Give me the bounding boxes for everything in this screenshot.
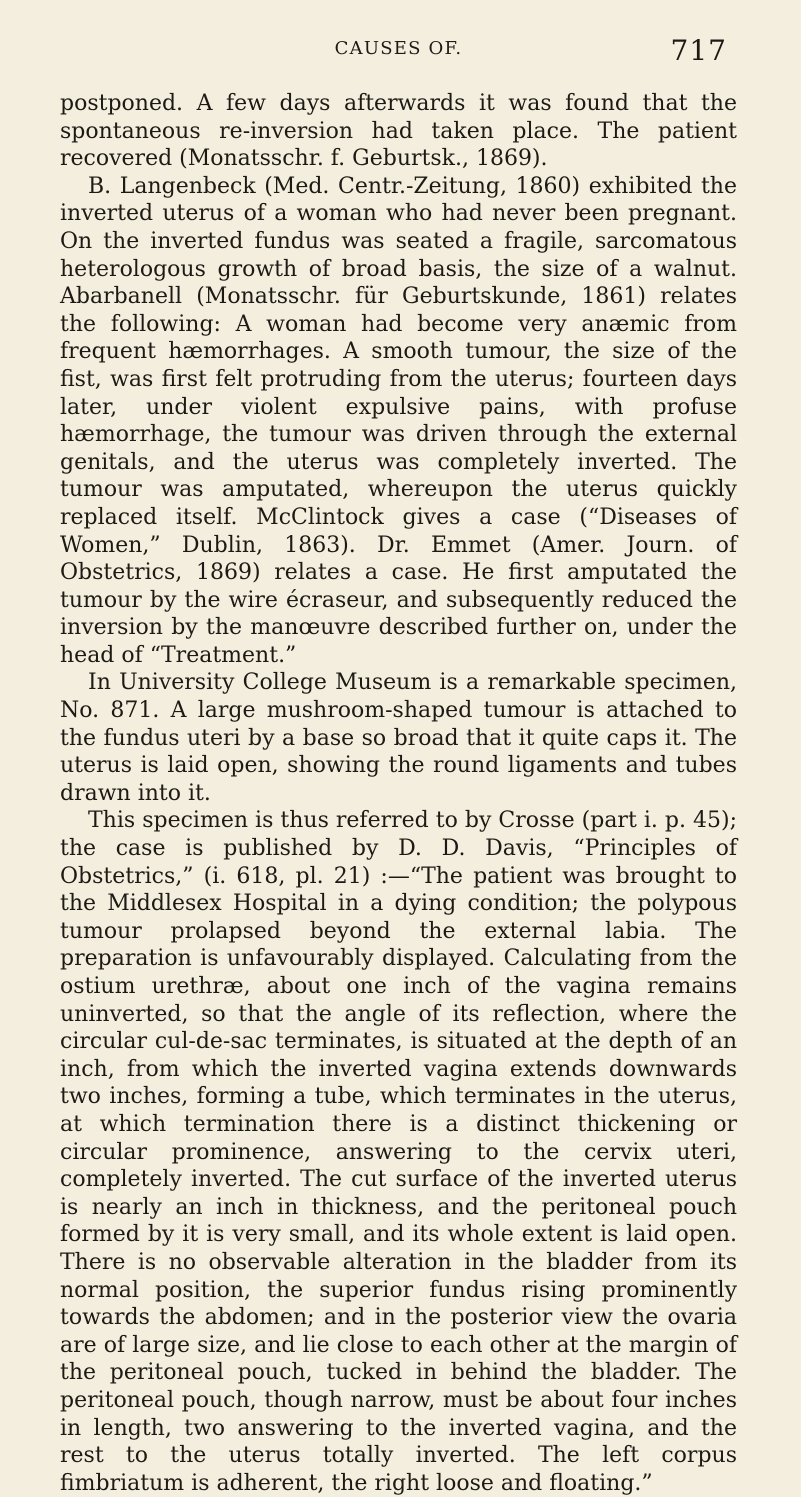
- running-head: CAUSES OF.: [334, 38, 463, 59]
- paragraph-2: B. Langenbeck (Med. Centr.-Zeitung, 1860) exhibited the inverted uterus of a woman who had never been pregnant. On the inverted fundus was seated a fragile, sarcomatous heterologous growth of broad basis, the size of a walnut. Abarbanell (Monatsschr. für Geburtskunde, 1861) relates the following: A woman had become very anæmic from frequent hæmorrhages. A smooth tumour, the size of the fist, was first felt protruding from the uterus; fourteen days later, under violent expulsive pains, with profuse hæmorrhage, the tumour was driven through the external genitals, and the uterus was completely inverted. The tumour was amputated, whereupon the uterus quickly replaced itself. McClintock gives a case (“Diseases of Women,” Dublin, 1863). Dr. Emmet (Amer. Journ. of Obstetrics, 1869) relates a case. He first amputated the tumour by the wire écraseur, and subsequently reduced the inversion by the manœuvre described further on, under the head of “Treatment.”: [60, 173, 737, 668]
- body-text: [60, 90, 737, 1497]
- paragraph-4: This specimen is thus referred to by Crosse (part i. p. 45); the case is published by D. D. Davis, “Principles of Obstetrics,” (i. 618, pl. 21) :—“The patient was brought to the Middlesex Hospital in a dying condition; the polypous tumour prolapsed beyond the external labia. The preparation is unfavourably displayed. Calculating from the ostium urethræ, about one inch of the vagina remains uninverted, so that the angle of its reflection, where the circular cul-de-sac terminates, is situated at the depth of an inch, from which the inverted vagina extends downwards two inches, forming a tube, which terminates in the uterus, at which termination there is a distinct thickening or circular prominence, answering to the cervix uteri, completely inverted. The cut surface of the inverted uterus is nearly an inch in thickness, and the peritoneal pouch formed by it is very small, and its whole extent is laid open. There is no observable alteration in the bladder from its normal position, the superior fundus rising prominently towards the abdomen; and in the posterior view the ovaria are of large size, and lie close to each other at the margin of the peritoneal pouch, tucked in behind the bladder. The peritoneal pouch, though narrow, must be about four inches in length, two answering to the inverted vagina, and the rest to the uterus totally inverted. The left corpus fimbriatum is adherent, the right loose and floating.”: [60, 808, 737, 1496]
- paragraph-3: In University College Museum is a remarkable specimen, No. 871. A large mushroom-shaped tumour is attached to the fundus uteri by a base so broad that it quite caps it. The uterus is laid open, showing the round ligaments and tubes drawn into it.: [60, 670, 737, 806]
- page-header: [60, 34, 737, 90]
- paragraph-1: postponed. A few days afterwards it was found that the spontaneous re-inversion had taken place. The patient recovered (Monatsschr. f. Geburtsk., 1869).: [60, 91, 737, 172]
- page-number: 717: [670, 34, 727, 67]
